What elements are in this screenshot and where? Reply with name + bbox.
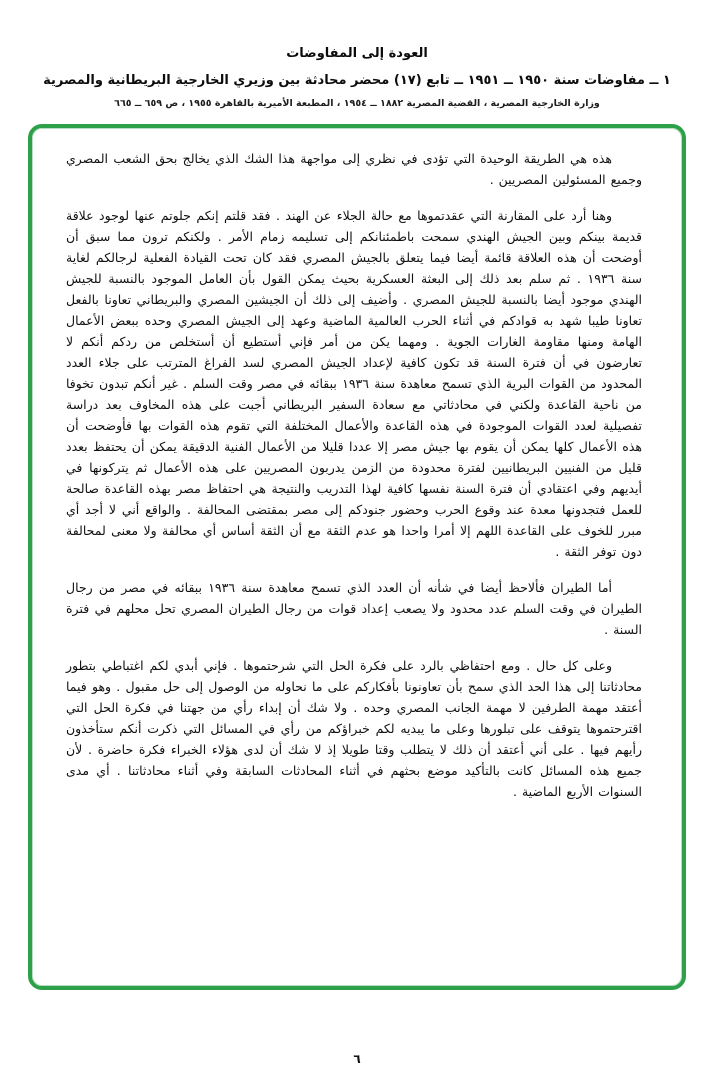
page-header bbox=[0, 0, 714, 109]
page-title: العودة إلى المفاوضات bbox=[286, 46, 428, 61]
page-number: ٦ bbox=[353, 1052, 361, 1066]
green-text-frame bbox=[28, 124, 686, 990]
body-paragraph-4: وعلى كل حال . ومع احتفاظي بالرد على فكرة الحل التي شرحتموها . فإني أبدي لكم اغتباطي بتطور محادثاتنا إلى هذا الحد الذي سمح بأن تعاونونا بأفكاركم على ما نحاوله من الوصول إلى حل مقبول . وهو فيما أعتقد مهمة الطرفين لا مهمة الجانب المصري وحده . ولا شك أن إبداء رأي من جهتنا في فكرة الحل التي اقترحتموها يتوقف على تبلورها وعلى ما يبديه لكم خبراؤكم من رأي في المسائل التي ذكرت أنكم ستأخذون رأيهم فيها . على أني أعتقد أن ذلك لا يتطلب وقتا طويلا إذ لا شك أن لدى هؤلاء الخبراء فكرة حاضرة . لأن جميع هذه المسائل كانت بالتأكيد موضع بحثهم في أثناء المحادثات السابقة وفي أثناء محادثاتنا . أي مدى السنوات الأربع الماضية . bbox=[66, 657, 642, 799]
body-paragraph-3: أما الطيران فألاحظ أيضا في شأنه أن العدد الذي تسمح معاهدة سنة ١٩٣٦ ببقائه في مصر من رجال الطيران في وقت السلم عدد محدود ولا يصعب إعداد قوات من رجال الطيران المصري تحل محلهم في فترة السنة . bbox=[66, 579, 642, 637]
document-heading: ١ ــ مفاوضات سنة ١٩٥٠ ــ ١٩٥١ ــ تابع (١٧) محضر محادثة بين وزيري الخارجية البريطانية والمصرية bbox=[43, 73, 671, 88]
body-paragraph-2: وهنا أرد على المقارنة التي عقدتموها مع حالة الجلاء عن الهند . فقد قلتم إنكم جلوتم عنها لوجود علاقة قديمة بينكم وبين الجيش الهندي سمحت باطمئنانكم إلى تسليمه زمام الأمر . ولكنكم ترون مما سبق أن أوضحت أن هذه العلاقة قائمة أيضا فيما يتعلق بالجيش المصري فقد كان تحت القيادة الفعلية لرجالكم لغاية سنة ١٩٣٦ . ثم سلم بعد ذلك إلى البعثة العسكرية بحيث يمكن القول بأن العامل الموجود بالنسبة للجيش الهندي موجود أيضا بالنسبة للجيش المصري . وأضيف إلى ذلك أن الجيشين المصري والبريطاني تعاونا بالفعل تعاونا طيبا شهد به قوادكم في أثناء الحرب العالمية الماضية وعهد إلى الجيش المصري وحده ببعض الأعمال الهامة ومنها مقاومة الغارات الجوية . ومهما يكن من أمر فإني أستطيع أن أستخلص من ردكم أنكم لا تعارضون في أن فترة السنة قد تكون كافية لإعداد الجيش المصري لسد الفراغ المترتب على جلاء العدد المحدود من القوات البرية الذي تسمح معاهدة سنة ١٩٣٦ ببقائه في مصر وقت السلم . غير أنكم تبدون تخوفا من ناحية القاعدة ولكني في محادثاتي مع سعادة السفير البريطاني أجبت على هذه المخاوف بعد دراسة تفصيلية لعدد القوات الموجودة في هذه القاعدة والأعمال المختلفة التي تقوم هذه القوات بها فأوضحت أن هذه الأعمال كلها يمكن أن يقوم بها جيش مصر إلا عددا قليلا من الأعمال الفنية الدقيقة يمكن أن يحتفظ بعدد قليل من الفنيين البريطانيين لفترة محدودة من الزمن يدربون المصريين على هذه الأعمال ثم يتركونها في أيديهم وفي اعتقادي أن فترة السنة نفسها كافية لهذا التدريب والنتيجة هي احتفاظ مصر بهذه القاعدة صالحة للعمل فتجدونها معدة عند وقوع الحرب وحضور جنودكم إلى مصر بمقتضى المحالفة . والواقع أني لا أجد أي مبرر للخوف على القاعدة اللهم إلا أمرا واحدا هو عدم الثقة مع أن الثقة أساس أي محالفة ولا معنى لمحالفة دون توفر الثقة . bbox=[66, 207, 642, 559]
source-citation: وزارة الخارجية المصرية ، القضية المصرية ١٨٨٢ ــ ١٩٥٤ ، المطبعة الأميرية بالقاهرة ١٩٥٥ ، ص ٦٥٩ ــ ٦٦٥ bbox=[114, 97, 600, 109]
body-paragraph-1: هذه هي الطريقة الوحيدة التي تؤدى في نظري إلى مواجهة هذا الشك الذي يخالج بحق الشعب المصري وجميع المسئولين المصريين . bbox=[66, 150, 642, 187]
